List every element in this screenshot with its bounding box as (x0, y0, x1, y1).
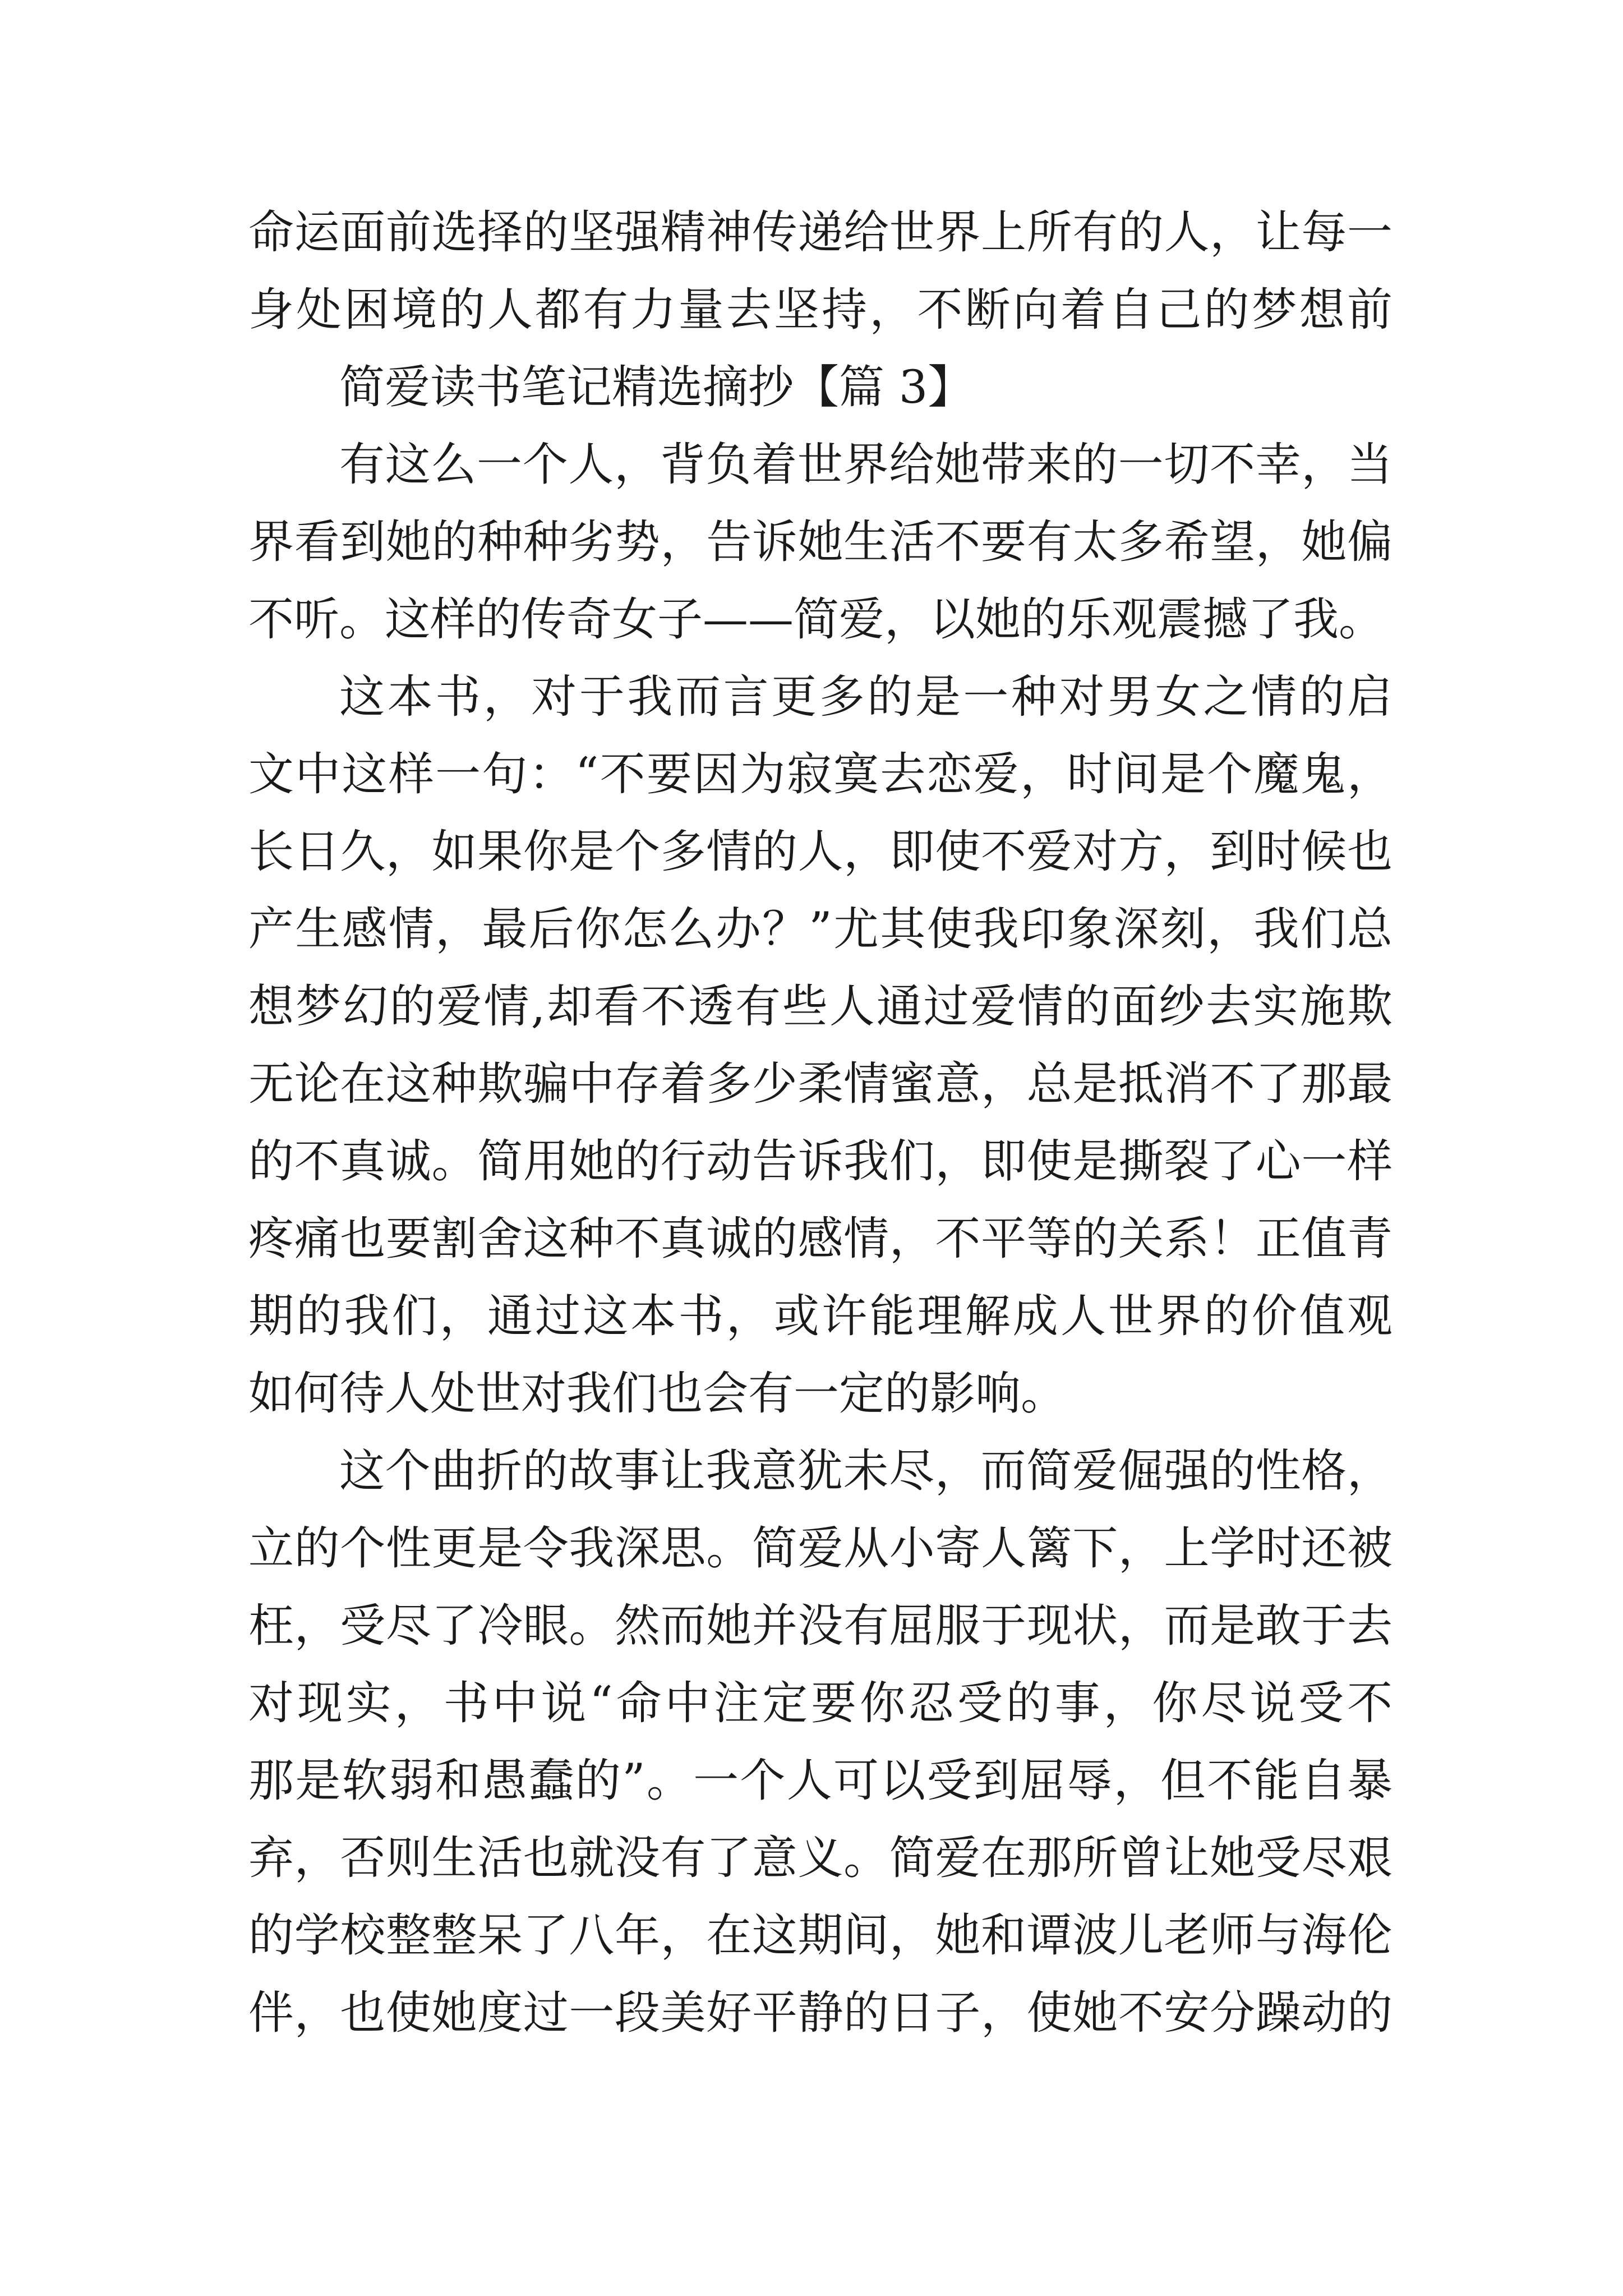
text-line: 如何待人处世对我们也会有一定的影响。 (248, 1368, 1067, 1420)
text-line: 的不真诚。简用她的行动告诉我们，即使是撕裂了心一样 (248, 1135, 1393, 1188)
text-line: 弃，否则生活也就没有了意义。简爱在那所曾让她受尽艰 (248, 1832, 1393, 1885)
text-line: 枉，受尽了冷眼。然而她并没有屈服于现状，而是敢于去 (248, 1600, 1393, 1653)
text-line: 这个曲折的故事让我意犹未尽，而简爱倔强的性格， (339, 1445, 1393, 1498)
text-line: 命运面前选择的坚强精神传递给世界上所有的人，让每一 (248, 206, 1393, 259)
text-line: 简爱读书笔记精选摘抄【篇 3】 (339, 361, 974, 414)
text-line: 无论在这种欺骗中存着多少柔情蜜意，总是抵消不了那最 (248, 1058, 1393, 1111)
text-line: 文中这样一句：“不要因为寂寞去恋爱，时间是个魔鬼， (248, 748, 1393, 801)
text-line: 产生感情，最后你怎么办？”尤其使我印象深刻，我们总 (248, 903, 1393, 956)
text-line: 对现实，书中说“命中注定要你忍受的事，你尽说受不 (248, 1677, 1393, 1730)
text-line: 立的个性更是令我深思。简爱从小寄人篱下，上学时还被 (248, 1522, 1393, 1575)
text-line: 有这么一个人，背负着世界给她带来的一切不幸，当 (339, 439, 1393, 491)
text-line: 疼痛也要割舍这种不真诚的感情，不平等的关系！正值青 (248, 1213, 1393, 1266)
text-line: 伴，也使她度过一段美好平静的日子，使她不安分躁动的 (248, 1987, 1393, 2040)
text-line: 长日久，如果你是个多情的人，即使不爱对方，到时候也 (248, 826, 1393, 878)
text-line: 那是软弱和愚蠢的”。一个人可以受到屈辱，但不能自暴 (248, 1755, 1393, 1807)
text-line: 身处困境的人都有力量去坚持，不断向着自己的梦想前 (248, 284, 1393, 337)
text-line: 想梦幻的爱情,却看不透有些人通过爱情的面纱去实施欺 (248, 981, 1393, 1033)
text-line: 不听。这样的传奇女子——简爱，以她的乐观震撼了我。 (248, 593, 1385, 646)
text-line: 期的我们，通过这本书，或许能理解成人世界的价值观 (248, 1290, 1393, 1343)
text-line: 的学校整整呆了八年，在这期间，她和谭波儿老师与海伦 (248, 1910, 1393, 1962)
text-line: 这本书，对于我而言更多的是一种对男女之情的启 (339, 671, 1393, 724)
document-body (248, 194, 1393, 2052)
text-line: 界看到她的种种劣势，告诉她生活不要有太多希望，她偏 (248, 516, 1393, 569)
